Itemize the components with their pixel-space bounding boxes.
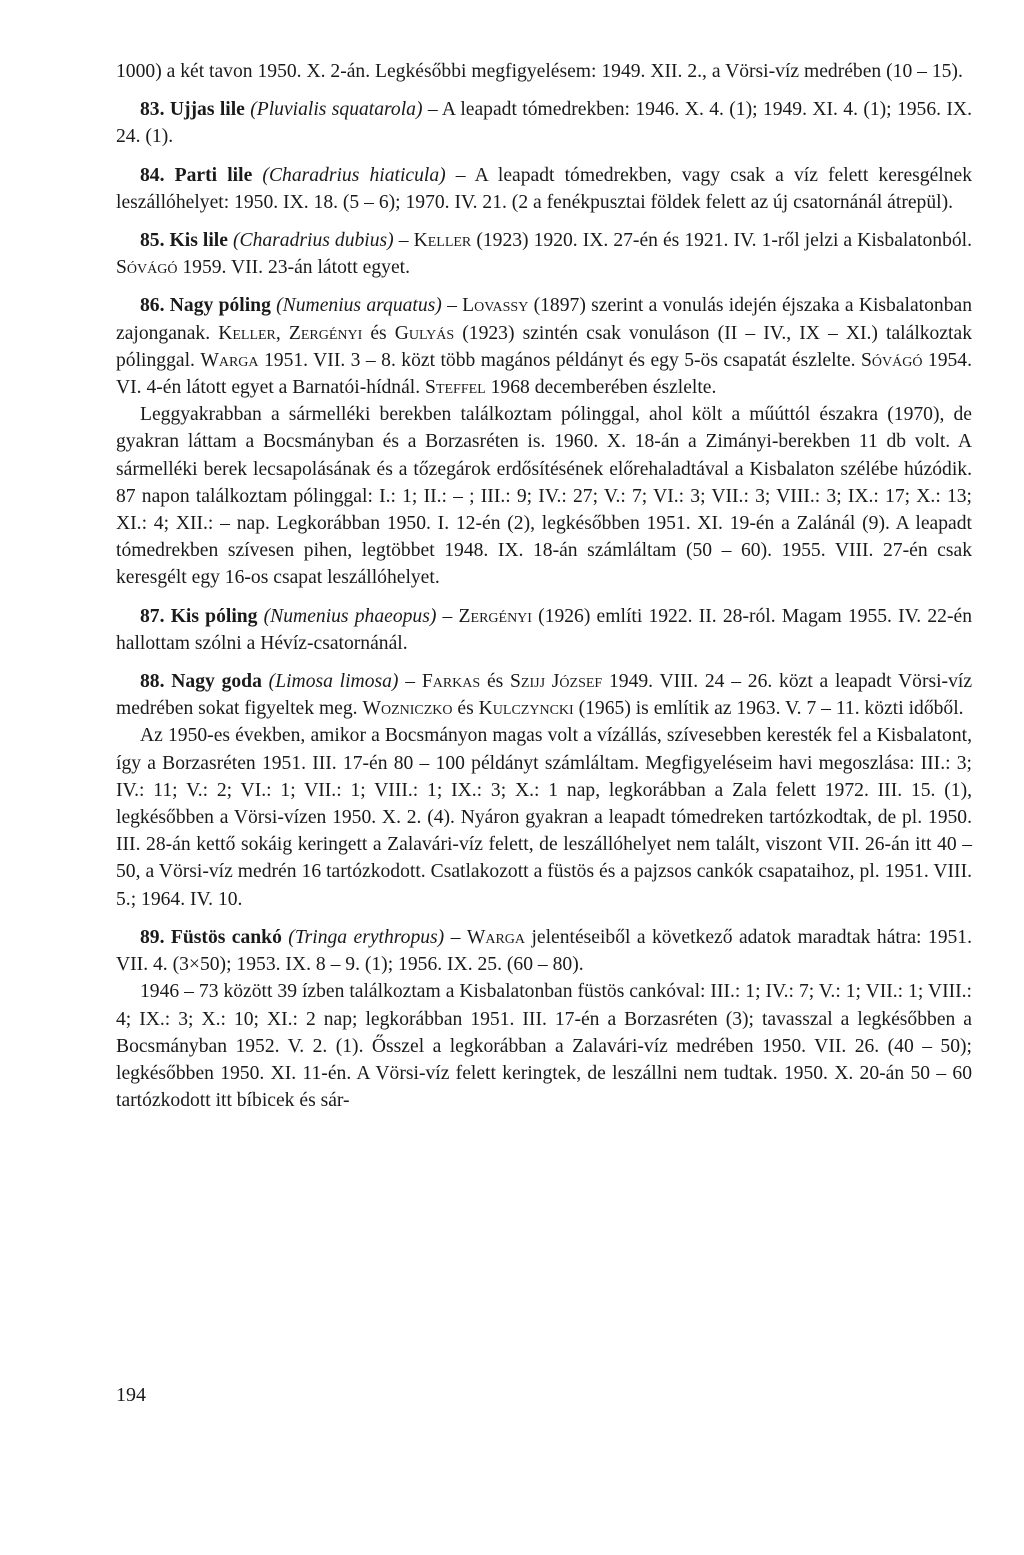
entry-86-paragraph-2: Leggyakrabban a sármelléki berekben találkoztam pólinggal, ahol költ a műúttól északra (1970), de gyakran láttam a Bocsmányban és a Borzasréten is. 1960. X. 18-án a Zimányi-berekben 11 db volt. A sármelléki berek lecsapolásának és a tőzegárok erdősítésének előrehaladtával a Kisbalaton szélébe húzódik. 87 napon találkoztam pólinggal: I.: 1; II.: – ; III.: 9; IV.: 27; V.: 7; VI.: 3; VII.: 3; VIII.: 3; IX.: 17; X.: 13; XI.: 4; XII.: – nap. Legkorábban 1950. I. 12-én (2), legkésőbben 1951. XI. 19-én a Zalánál (9). A leapadt tómedrekben szívesen pihen, legtöbbet 1948. IX. 18-án számláltam (50 – 60). 1955. VIII. 27-én csak keresgélt egy 16-os csapat leszállóhelyet. [116,404,972,589]
author-name: Szijj József [510,671,603,693]
latin-name: (Numenius arquatus) [276,295,442,317]
entry-text: és [480,671,511,693]
species-name: Füstös cankó [170,926,282,948]
entry-text: – [398,671,422,693]
species-name: Ujjas lile [169,99,245,121]
entry-text: (1897) szerint a vonulás idején éjszaka a Kisbalatonban zajonganak. [116,295,973,344]
author-name: Sóvágó [861,349,923,371]
entry-text: – A leapadt tómedrekben: 1946. X. 4. (1); 1949. XI. 4. (1); 1956. IX. 24. (1). [116,99,972,148]
author-name: Farkas [421,671,481,693]
author-name: Steffel [425,377,486,399]
entry-84 [116,162,972,216]
author-name: Keller, Zergényi [218,322,363,344]
author-name: Sóvágó [116,257,178,279]
entry-number: 83. [140,99,165,121]
entry-text: – [436,605,459,627]
author-name: Warga [466,926,526,948]
entry-text: – [441,295,463,317]
latin-name: (Numenius phaeopus) [263,605,437,627]
entry-text: 1959. VII. 23-án látott egyet. [177,257,410,279]
author-name: Wozniczko [362,698,453,720]
species-name: Kis póling [170,605,258,627]
author-name: Kulczyncki [478,698,574,720]
author-name: Lovassy [462,295,529,317]
entry-number: 85. [140,230,165,252]
species-name: Nagy póling [169,295,271,317]
entry-number: 86. [140,295,165,317]
entry-text: és [362,322,395,344]
latin-name: (Limosa limosa) [268,671,399,693]
entry-number: 87. [140,605,165,627]
entry-83 [116,96,972,150]
entry-text: (1923) 1920. IX. 27-én és 1921. IV. 1-ről jelzi a Kisbalatonból. [471,230,972,252]
entry-text: (1926) említi 1922. II. 28-ról. Magam 1955. IV. 22-én hallottam szólni a Hévíz-csatornánál. [116,605,972,654]
entry-text: 1968 decemberében észlelte. [485,377,717,399]
entry-88 [116,668,972,722]
latin-name: (Pluvialis squatarola) [250,99,423,121]
entry-text: – [444,926,467,948]
entry-86 [116,292,972,401]
entry-number: 88. [140,671,165,693]
author-name: Zergényi [458,605,532,627]
species-name: Parti lile [174,164,253,186]
entry-number: 84. [140,164,165,186]
species-name: Kis lile [169,230,228,252]
entry-text: jelentéseiből a következő adatok maradtak hátra: 1951. VII. 4. (3×50); 1953. IX. 8 – 9. (1); 1956. IX. 25. (60 – 80). [116,926,972,976]
entry-88-paragraph-2: Az 1950-es években, amikor a Bocsmányon magas volt a vízállás, szívesebben keresték fel a Kisbalatont, így a Borzasréten 1951. III. 17-én 80 – 100 példányt számláltam. Megfigyeléseim havi megoszlása: III.: 3; IV.: 11; V.: 2; VI.: 1; VII.: 1; VIII.: 1; IX.: 3; X.: 1 nap, legkorábban a Zala felett 1972. III. 15. (1), legkésőbben a Vörsi-vízen 1950. X. 2. (4). Nyáron gyakran a leapadt tómedreken tartózkodtak, de pl. 1950. III. 28-án kettő sokáig keringett a Zalavári-víz felett, de leszállóhelyet nem talált, viszont VII. 26-án itt 40 – 50, a Vörsi-víz medrén 16 tartózkodott. Csatlakozott a füstös és a pajzsos cankók csapataihoz, pl. 1951. VIII. 5.; 1964. IV. 10. [116,725,972,910]
entry-text: – [393,230,414,252]
entry-89-paragraph-2: 1946 – 73 között 39 ízben találkoztam a Kisbalatonban füstös cankóval: III.: 1; IV.: 7; V.: 1; VII.: 1; VIII.: 4; IX.: 3; X.: 10; XI.: 2 nap; legkorábban 1951. III. 17-én a Borzasréten (3); tavasszal a legkésőbben a Bocsmányban 1952. V. 2. (1). Ősszel a legkorábban a Zalavári-víz medrében 1950. VII. 26. (40 – 50); legkésőbben 1950. XI. 11-én. A Vörsi-víz felett keringtek, de leszállni nem tudtak. 1950. X. 20-án 50 – 60 tartózkodott itt bíbicek és sár- [116,981,972,1112]
latin-name: (Charadrius dubius) [232,230,394,252]
main-text [116,58,972,1114]
intro-paragraph: 1000) a két tavon 1950. X. 2-án. Legkésőbbi megfigyelésem: 1949. XII. 2., a Vörsi-víz medrében (10 – 15). [116,61,963,82]
author-name: Gulyás [394,322,455,344]
entry-text: 1949. VIII. 24 – 26. közt a leapadt Vörsi-víz medrében sokat figyeltek meg. [116,671,973,720]
entry-number: 89. [140,926,165,948]
latin-name: (Charadrius hiaticula) [262,164,446,186]
author-name: Warga [200,349,259,371]
entry-text: és [452,698,479,720]
entry-87 [116,603,972,657]
entry-85 [116,227,972,281]
entry-89 [116,924,972,978]
entry-text: 1951. VII. 3 – 8. közt több magános példányt és egy 5-ös csapatát észlelte. [258,349,862,371]
latin-name: (Tringa erythropus) [288,926,445,948]
entry-text: (1965) is említik az 1963. V. 7 – 11. közti időből. [573,698,964,720]
entry-text: 1954. VI. 4-én látott egyet a Barnatói-hídnál. [116,349,972,399]
entry-text: (1923) szintén csak vonuláson (II – IV., IX – XI.) találkoztak pólinggal. [116,322,972,371]
entry-text: – A leapadt tómedrekben, vagy csak a víz felett keresgélnek leszállóhelyet: 1950. IX. 18. (5 – 6); 1970. IV. 21. (2 a fenékpusztai földek felett az új csatornánál átrepül). [116,164,972,213]
species-name: Nagy goda [171,671,262,693]
author-name: Keller [413,230,472,252]
page-number: 194 [116,1384,146,1406]
